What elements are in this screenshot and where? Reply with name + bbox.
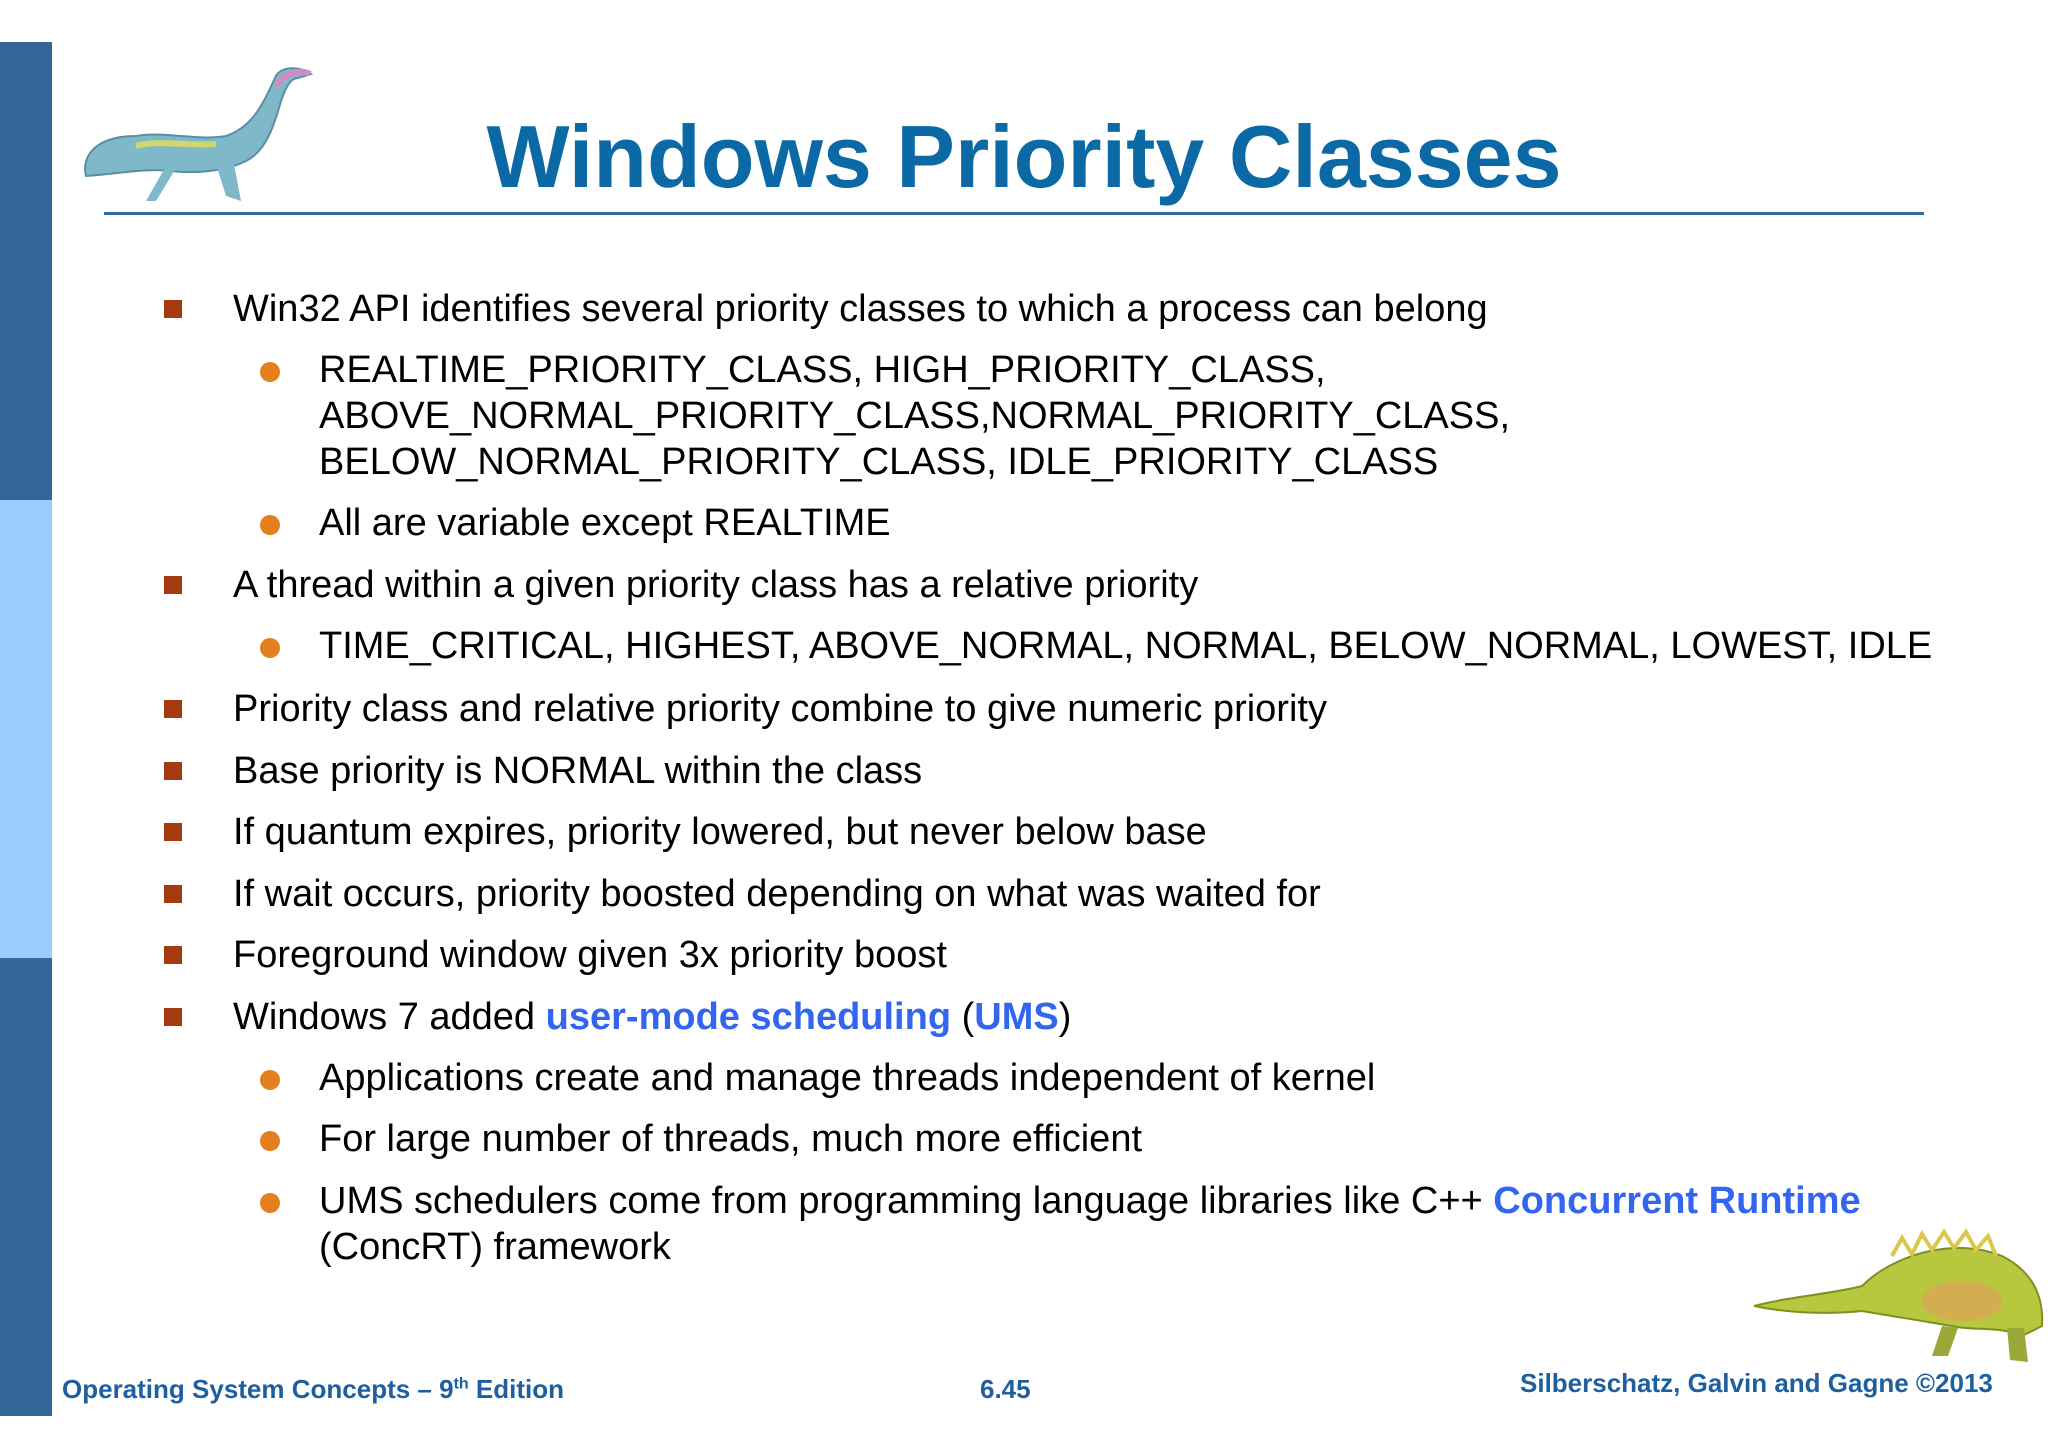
bullet-level1-item: A thread within a given priority class has a relative priority: [233, 564, 1199, 606]
footer-book-text: Operating System Concepts – 9: [62, 1374, 454, 1404]
round-bullet-marker: [260, 1131, 280, 1151]
bullet-text: Windows 7 added: [233, 996, 546, 1038]
footer-authors: Silberschatz, Galvin and Gagne ©2013: [1520, 1368, 1993, 1398]
square-bullet-marker: [164, 300, 182, 318]
bullet-text: (: [951, 996, 975, 1038]
highlight-term: Concurrent Runtime: [1493, 1180, 1861, 1222]
bullet-level2-item: Applications create and manage threads independent of kernel: [319, 1057, 1376, 1099]
bullet-level2-line: BELOW_NORMAL_PRIORITY_CLASS, IDLE_PRIORITY_CLASS: [319, 441, 1439, 483]
round-bullet-marker: [260, 1070, 280, 1090]
bullet-level2-item: TIME_CRITICAL, HIGHEST, ABOVE_NORMAL, NORMAL, BELOW_NORMAL, LOWEST, IDLE: [319, 625, 1933, 667]
square-bullet-marker: [164, 700, 182, 718]
bullet-level2-item: [319, 1178, 1861, 1224]
bullet-level1-item: Priority class and relative priority combine to give numeric priority: [233, 688, 1327, 730]
sidebar-segment-middle: [0, 500, 52, 958]
bullet-level1-item: If wait occurs, priority boosted depending on what was waited for: [233, 873, 1321, 915]
footer-book-superscript: th: [453, 1375, 469, 1393]
footer-book-edition: Edition: [468, 1374, 564, 1404]
round-bullet-marker: [260, 362, 280, 382]
slide-title: Windows Priority Classes: [486, 107, 1562, 206]
footer-page-number: 6.45: [980, 1374, 1031, 1404]
bullet-level2-line: REALTIME_PRIORITY_CLASS, HIGH_PRIORITY_CLASS,: [319, 349, 1326, 391]
bullet-level2-line: ABOVE_NORMAL_PRIORITY_CLASS,NORMAL_PRIORITY_CLASS,: [319, 395, 1511, 437]
bullet-level2-item: All are variable except REALTIME: [319, 502, 891, 544]
bullet-level1-item: Foreground window given 3x priority boost: [233, 934, 947, 976]
round-bullet-marker: [260, 515, 280, 535]
highlight-term: user-mode scheduling: [545, 996, 952, 1038]
bullet-level2-line: (ConcRT) framework: [319, 1226, 671, 1268]
square-bullet-marker: [164, 885, 182, 903]
square-bullet-marker: [164, 762, 182, 780]
round-bullet-marker: [260, 1193, 280, 1213]
bullet-level1-item: [233, 994, 1071, 1040]
footer-book-title: [62, 1374, 564, 1405]
bullet-level1-item: Base priority is NORMAL within the class: [233, 750, 923, 792]
sidebar-band: [0, 42, 52, 1416]
bullet-level1-item: Win32 API identifies several priority classes to which a process can belong: [233, 288, 1488, 330]
square-bullet-marker: [164, 946, 182, 964]
dinosaur-bottom-illustration: [1752, 1216, 2048, 1366]
bullet-level2-item: For large number of threads, much more efficient: [319, 1118, 1143, 1160]
square-bullet-marker: [164, 1008, 182, 1026]
round-bullet-marker: [260, 638, 280, 658]
bullet-level1-item: If quantum expires, priority lowered, but never below base: [233, 811, 1207, 853]
sidebar-segment-bottom: [0, 958, 52, 1416]
title-underline: [104, 212, 1924, 215]
highlight-abbreviation: UMS: [974, 996, 1059, 1038]
square-bullet-marker: [164, 823, 182, 841]
bullet-text: ): [1058, 996, 1072, 1038]
bullet-text: UMS schedulers come from programming language libraries like C++: [319, 1180, 1494, 1222]
square-bullet-marker: [164, 576, 182, 594]
